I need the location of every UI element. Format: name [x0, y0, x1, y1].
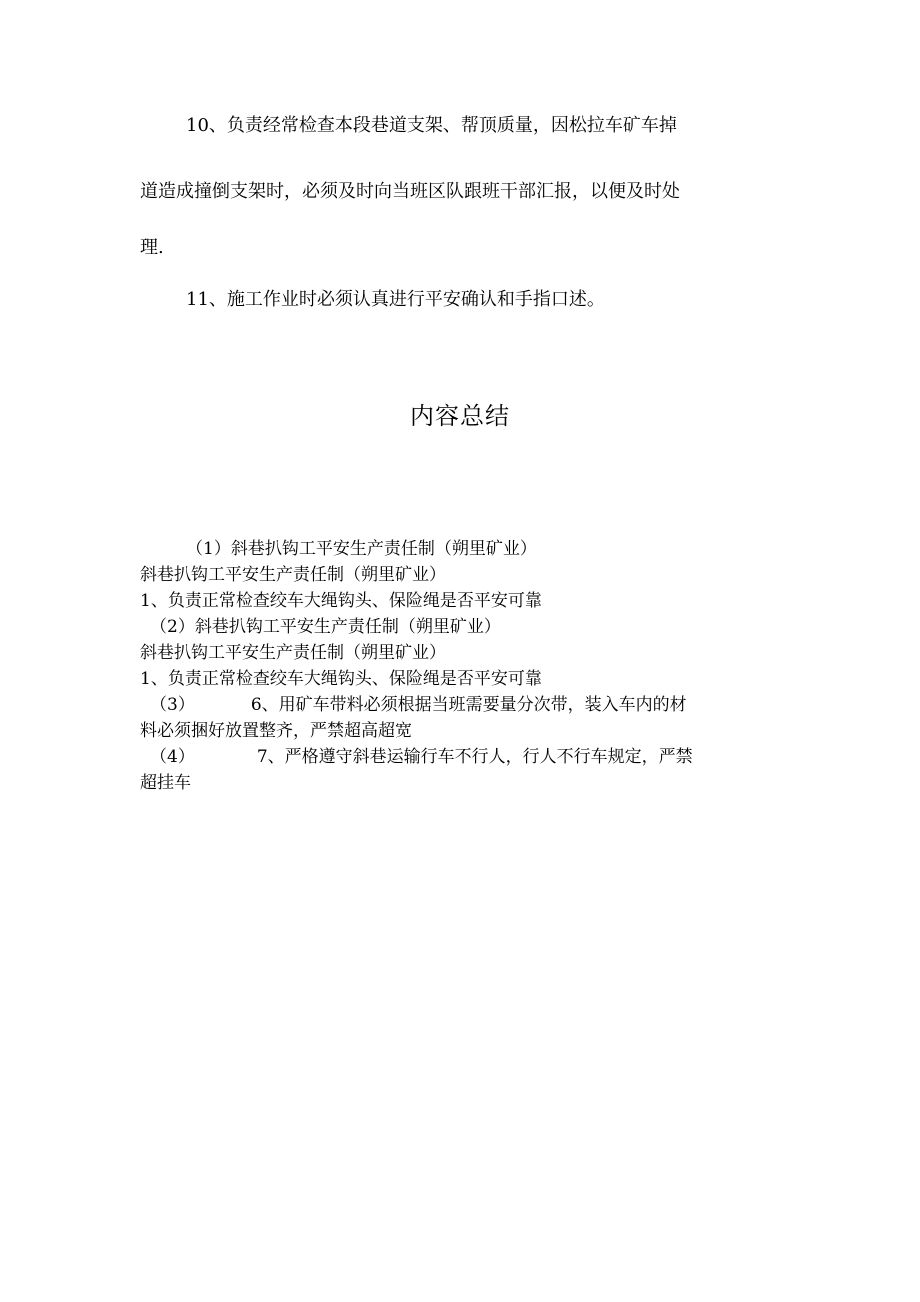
summary-list: [140, 536, 780, 796]
paragraph-11: 11、施工作业时必须认真进行平安确认和手指口述。: [186, 289, 605, 310]
summary-item-2-marker: （2）: [150, 617, 195, 637]
summary-item-3-text: 6、用矿车带料必须根据当班需要量分次带，装入车内的材: [250, 695, 687, 715]
paragraph-10-line-1: 10、负责经常检查本段巷道支架、帮顶质量，因松拉车矿车掉: [186, 115, 677, 136]
summary-item-1-body: 1、负责正常检查绞车大绳钩头、保险绳是否平安可靠: [140, 591, 542, 611]
summary-item-3: [140, 692, 780, 718]
summary-item-3-continuation: 料必须捆好放置整齐，严禁超高超宽: [140, 721, 412, 741]
summary-item-4-marker: （4）: [150, 747, 195, 767]
summary-title: 内容总结: [410, 402, 510, 430]
summary-item-1-text: 斜巷扒钩工平安生产责任制（朔里矿业）: [230, 539, 537, 559]
paragraph-10-line-3: 理.: [140, 237, 164, 258]
summary-item-4-text: 7、严格遵守斜巷运输行车不行人，行人不行车规定，严禁: [256, 747, 693, 767]
summary-item-4: [140, 744, 780, 770]
summary-item-3-marker: （3）: [150, 695, 195, 715]
summary-item-1-marker: （1）: [186, 539, 231, 559]
summary-item-2-body: 1、负责正常检查绞车大绳钩头、保险绳是否平安可靠: [140, 669, 542, 689]
paragraph-10-line-2: 道造成撞倒支架时，必须及时向当班区队跟班干部汇报，以便及时处: [140, 181, 680, 202]
paragraph-10: [140, 114, 780, 260]
summary-item-1: [140, 536, 780, 562]
summary-item-2: [140, 614, 780, 640]
summary-item-4-continuation: 超挂车: [140, 773, 191, 793]
summary-item-1-subtitle: 斜巷扒钩工平安生产责任制（朔里矿业）: [140, 565, 446, 585]
summary-item-2-text: 斜巷扒钩工平安生产责任制（朔里矿业）: [194, 617, 501, 637]
summary-item-2-subtitle: 斜巷扒钩工平安生产责任制（朔里矿业）: [140, 643, 446, 663]
